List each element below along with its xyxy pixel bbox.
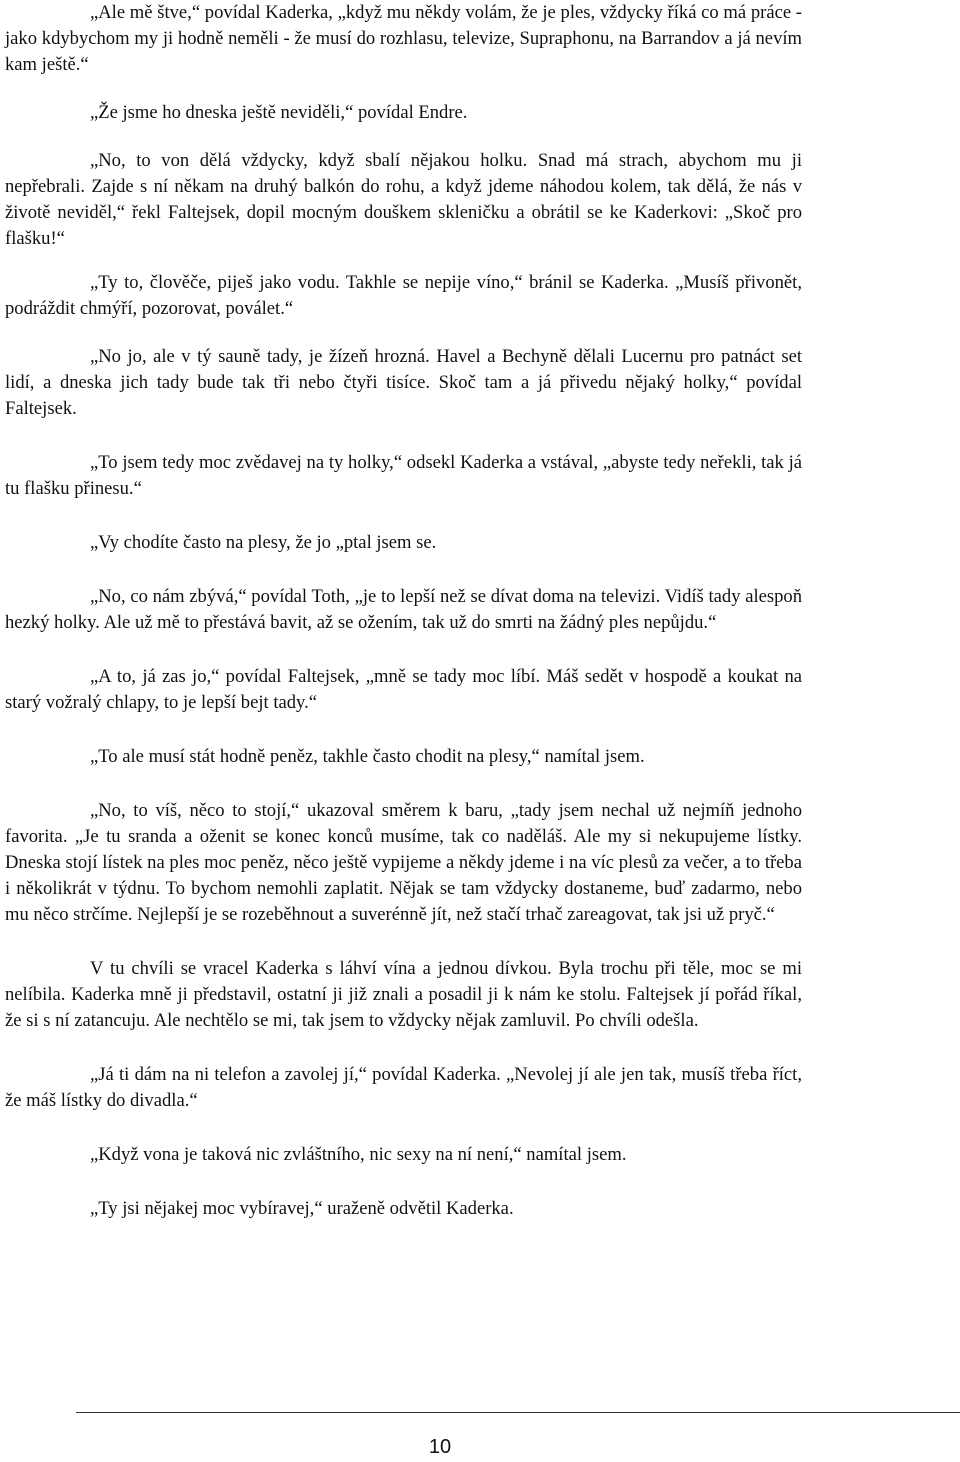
footer-rule	[76, 1412, 960, 1413]
paragraph-9: „A to, já zas jo,“ povídal Faltejsek, „mně se tady moc líbí. Máš sedět v hospodě a koukat na starý vožralý chlapy, to je lepší bejt tady.“	[5, 666, 802, 713]
paragraph-3: „No, to von dělá vždycky, když sbalí nějakou holku. Snad má strach, abychom mu ji nepřebrali. Zajde s ní někam na druhý balkón do rohu, a když jdeme náhodou kolem, tak dělá, že nás v životě neviděl,“ řekl Faltejsek, dopil mocným douškem skleničku a obrátil se ke Kaderkovi: „Skoč pro flašku!“	[5, 150, 802, 249]
paragraph-14: „Když vona je taková nic zvláštního, nic sexy na ní není,“ namítal jsem.	[90, 1144, 627, 1165]
paragraph-13: „Já ti dám na ni telefon a zavolej jí,“ povídal Kaderka. „Nevolej jí ale jen tak, musíš třeba říct, že máš lístky do divadla.“	[5, 1064, 802, 1111]
paragraph-10: „To ale musí stát hodně peněz, takhle často chodit na plesy,“ namítal jsem.	[90, 746, 645, 767]
paragraph-8: „No, co nám zbývá,“ povídal Toth, „je to lepší než se dívat doma na televizi. Vidíš tady alespoň hezký holky. Ale už mě to přestává bavit, až se ožením, tak už do smrti na žádný ples nepůjdu.“	[5, 586, 802, 633]
document-page	[5, 0, 802, 1222]
paragraph-5: „No jo, ale v tý sauně tady, je žízeň hrozná. Havel a Bechyně dělali Lucernu pro patnáct set lidí, a dneska jich tady bude tak tři nebo čtyři tisíce. Skoč tam a já přivedu nějaký holky,“ povídal Faltejsek.	[5, 346, 802, 419]
paragraph-2: „Že jsme ho dneska ještě neviděli,“ povídal Endre.	[90, 102, 468, 123]
page-number: 10	[428, 1436, 452, 1458]
paragraph-4: „Ty to, člověče, piješ jako vodu. Takhle se nepije víno,“ bránil se Kaderka. „Musíš přivonět, podráždit chmýří, pozorovat, poválet.“	[5, 272, 802, 319]
paragraph-1: „Ale mě štve,“ povídal Kaderka, „když mu někdy volám, že je ples, vždycky říká co má práce - jako kdybychom my ji hodně neměli - že musí do rozhlasu, televize, Supraphonu, na Barrandov a já nevím kam ještě.“	[5, 2, 802, 75]
paragraph-12: V tu chvíli se vracel Kaderka s láhví vína a jednou dívkou. Byla trochu při těle, moc se mi nelíbila. Kaderka mně ji představil, ostatní ji již znali a posadil ji k nám ke stolu. Faltejsek jí pořád říkal, že si s ní zatancuju. Ale nechtělo se mi, tak jsem to vždycky nějak zamluvil. Po chvíli odešla.	[5, 958, 802, 1031]
paragraph-11: „No, to víš, něco to stojí,“ ukazoval směrem k baru, „tady jsem nechal už nejmíň jednoho favorita. „Je tu sranda a oženit se konec konců musíme, tak co naděláš. Ale my si nekupujeme lístky. Dneska stojí lístek na ples moc peněz, něco ještě vypijeme a někdy jdeme i na víc plesů za večer, a to třeba i několikrát v týdnu. To bychom nemohli zaplatit. Nějak se tam vždycky dostaneme, buď zadarmo, nebo mu něco strčíme. Nejlepší je se rozeběhnout a suverénně jít, než stačí trhač zareagovat, tak jsi už pryč.“	[5, 800, 802, 925]
paragraph-6: „To jsem tedy moc zvědavej na ty holky,“ odsekl Kaderka a vstával, „abyste tedy neřekli, tak já tu flašku přinesu.“	[5, 452, 802, 499]
paragraph-7: „Vy chodíte často na plesy, že jo „ptal jsem se.	[90, 532, 437, 553]
paragraph-15: „Ty jsi nějakej moc vybíravej,“ uraženě odvětil Kaderka.	[90, 1198, 514, 1219]
